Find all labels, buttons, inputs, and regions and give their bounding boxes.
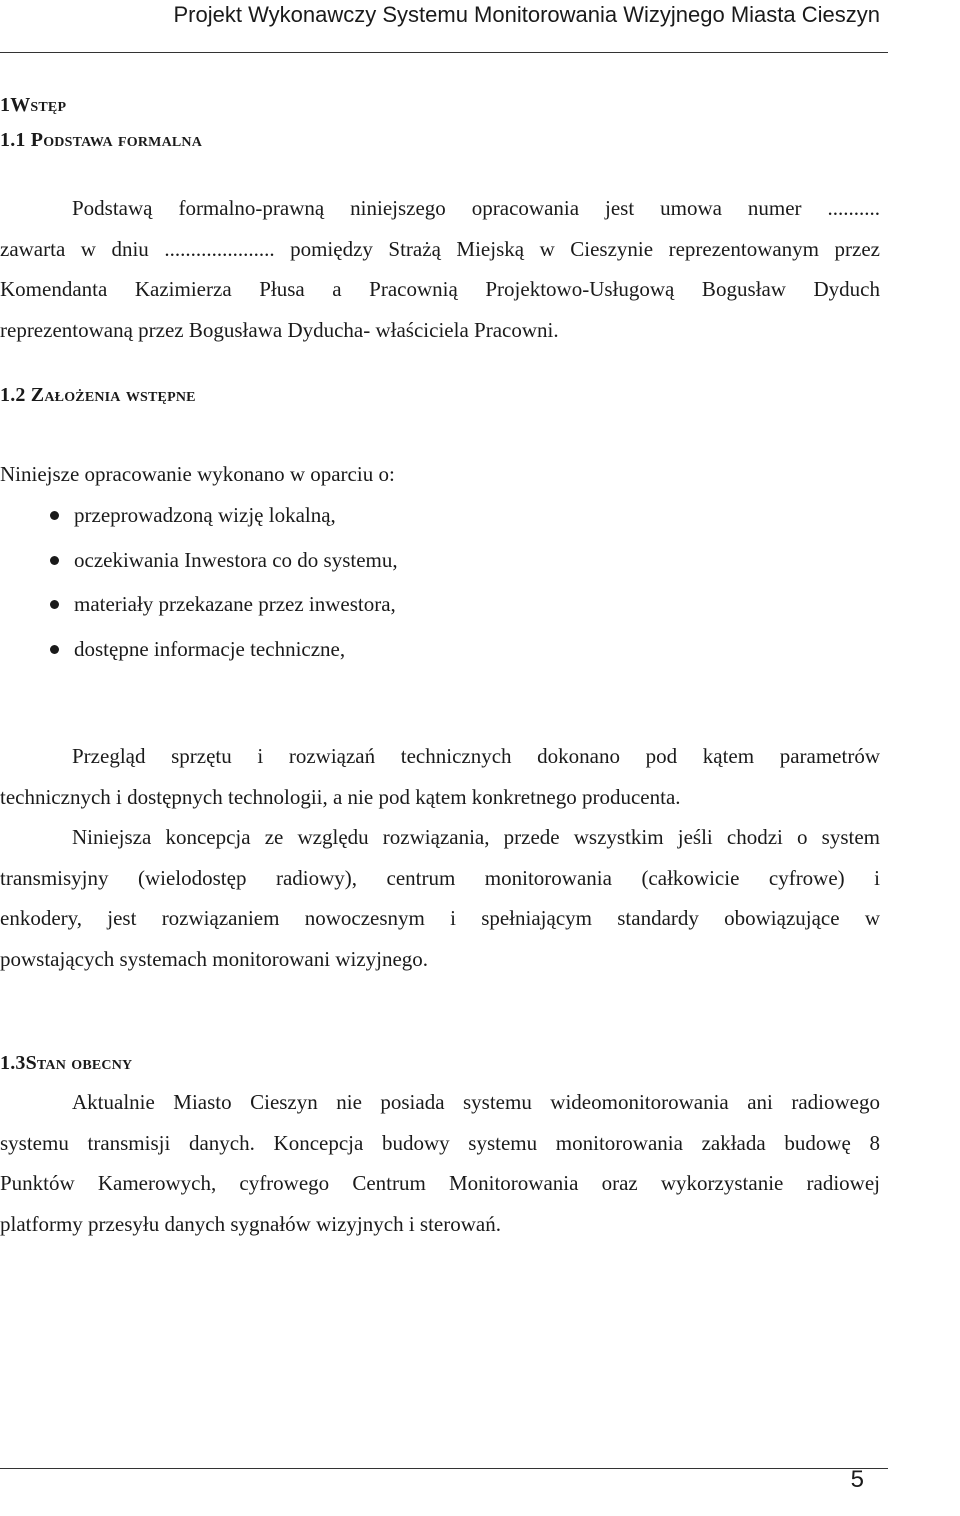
- text-line: systemu transmisji danych. Koncepcja budowy systemu monitorowania zakłada budowę 8: [0, 1130, 880, 1155]
- paragraph-formal-basis: [0, 188, 880, 350]
- text-line: zawarta w dniu ..................... pomiędzy Strażą Miejską w Cieszynie reprezentowanym przez: [0, 236, 880, 261]
- paragraph-concept: [0, 817, 880, 979]
- list-item: [50, 634, 398, 679]
- text-line: powstających systemach monitorowani wizyjnego.: [0, 946, 429, 971]
- page-header-title: Projekt Wykonawczy Systemu Monitorowania Wizyjnego Miasta Cieszyn: [173, 2, 880, 27]
- text-line: Niniejsze opracowanie wykonano w oparciu o:: [0, 462, 395, 486]
- paragraph-intro: [0, 454, 880, 495]
- list-item-text: dostępne informacje techniczne,: [74, 636, 346, 661]
- page-number: 5: [850, 1466, 864, 1493]
- list-item: [50, 500, 398, 545]
- text-line: platformy przesyłu danych sygnałów wizyjnych i sterowań.: [0, 1211, 501, 1236]
- text-line: Aktualnie Miasto Cieszyn nie posiada systemu wideomonitorowania ani radiowego: [72, 1090, 880, 1114]
- bullet-icon: [50, 556, 59, 565]
- text-line: technicznych i dostępnych technologii, a nie pod kątem konkretnego producenta.: [0, 784, 681, 809]
- paragraph-equipment-review: [0, 736, 880, 817]
- section-heading-1-2: 1.2 Założenia wstępne: [0, 384, 196, 406]
- bullet-icon: [50, 645, 59, 654]
- text-line: Komendanta Kazimierza Płusa a Pracownią Projektowo-Usługową Bogusław Dyduch: [0, 277, 880, 301]
- text-line: enkodery, jest rozwiązaniem nowoczesnym i spełniającym standardy obowiązujące w: [0, 906, 880, 930]
- text-line: Niniejsza koncepcja ze względu rozwiązania, przede wszystkim jeśli chodzi o system: [72, 825, 880, 849]
- paragraph-current-state: [0, 1082, 880, 1244]
- text-line: Punktów Kamerowych, cyfrowego Centrum Monitorowania oraz wykorzystanie radiowej: [0, 1171, 880, 1195]
- header-divider: [0, 52, 888, 53]
- bullet-list: [50, 500, 398, 678]
- list-item: [50, 545, 398, 590]
- bullet-icon: [50, 511, 59, 520]
- text-line: transmisyjny (wielodostęp radiowy), centrum monitorowania (całkowicie cyfrowe) i: [0, 865, 880, 890]
- list-item-text: oczekiwania Inwestora co do systemu,: [74, 547, 398, 572]
- text-line: Przegląd sprzętu i rozwiązań technicznych dokonano pod kątem parametrów: [72, 744, 880, 768]
- list-item-text: materiały przekazane przez inwestora,: [74, 592, 396, 616]
- section-heading-1-3: 1.3Stan obecny: [0, 1052, 133, 1074]
- section-heading-1: 1Wstęp: [0, 94, 67, 116]
- bullet-icon: [50, 600, 59, 609]
- footer-divider: [0, 1468, 888, 1469]
- section-heading-1-1: 1.1 Podstawa formalna: [0, 129, 203, 151]
- text-line: Podstawą formalno-prawną niniejszego opracowania jest umowa numer ..........: [72, 196, 880, 220]
- list-item-text: przeprowadzoną wizję lokalną,: [74, 503, 336, 527]
- list-item: [50, 589, 398, 634]
- text-line: reprezentowaną przez Bogusława Dyducha- właściciela Pracowni.: [0, 317, 559, 342]
